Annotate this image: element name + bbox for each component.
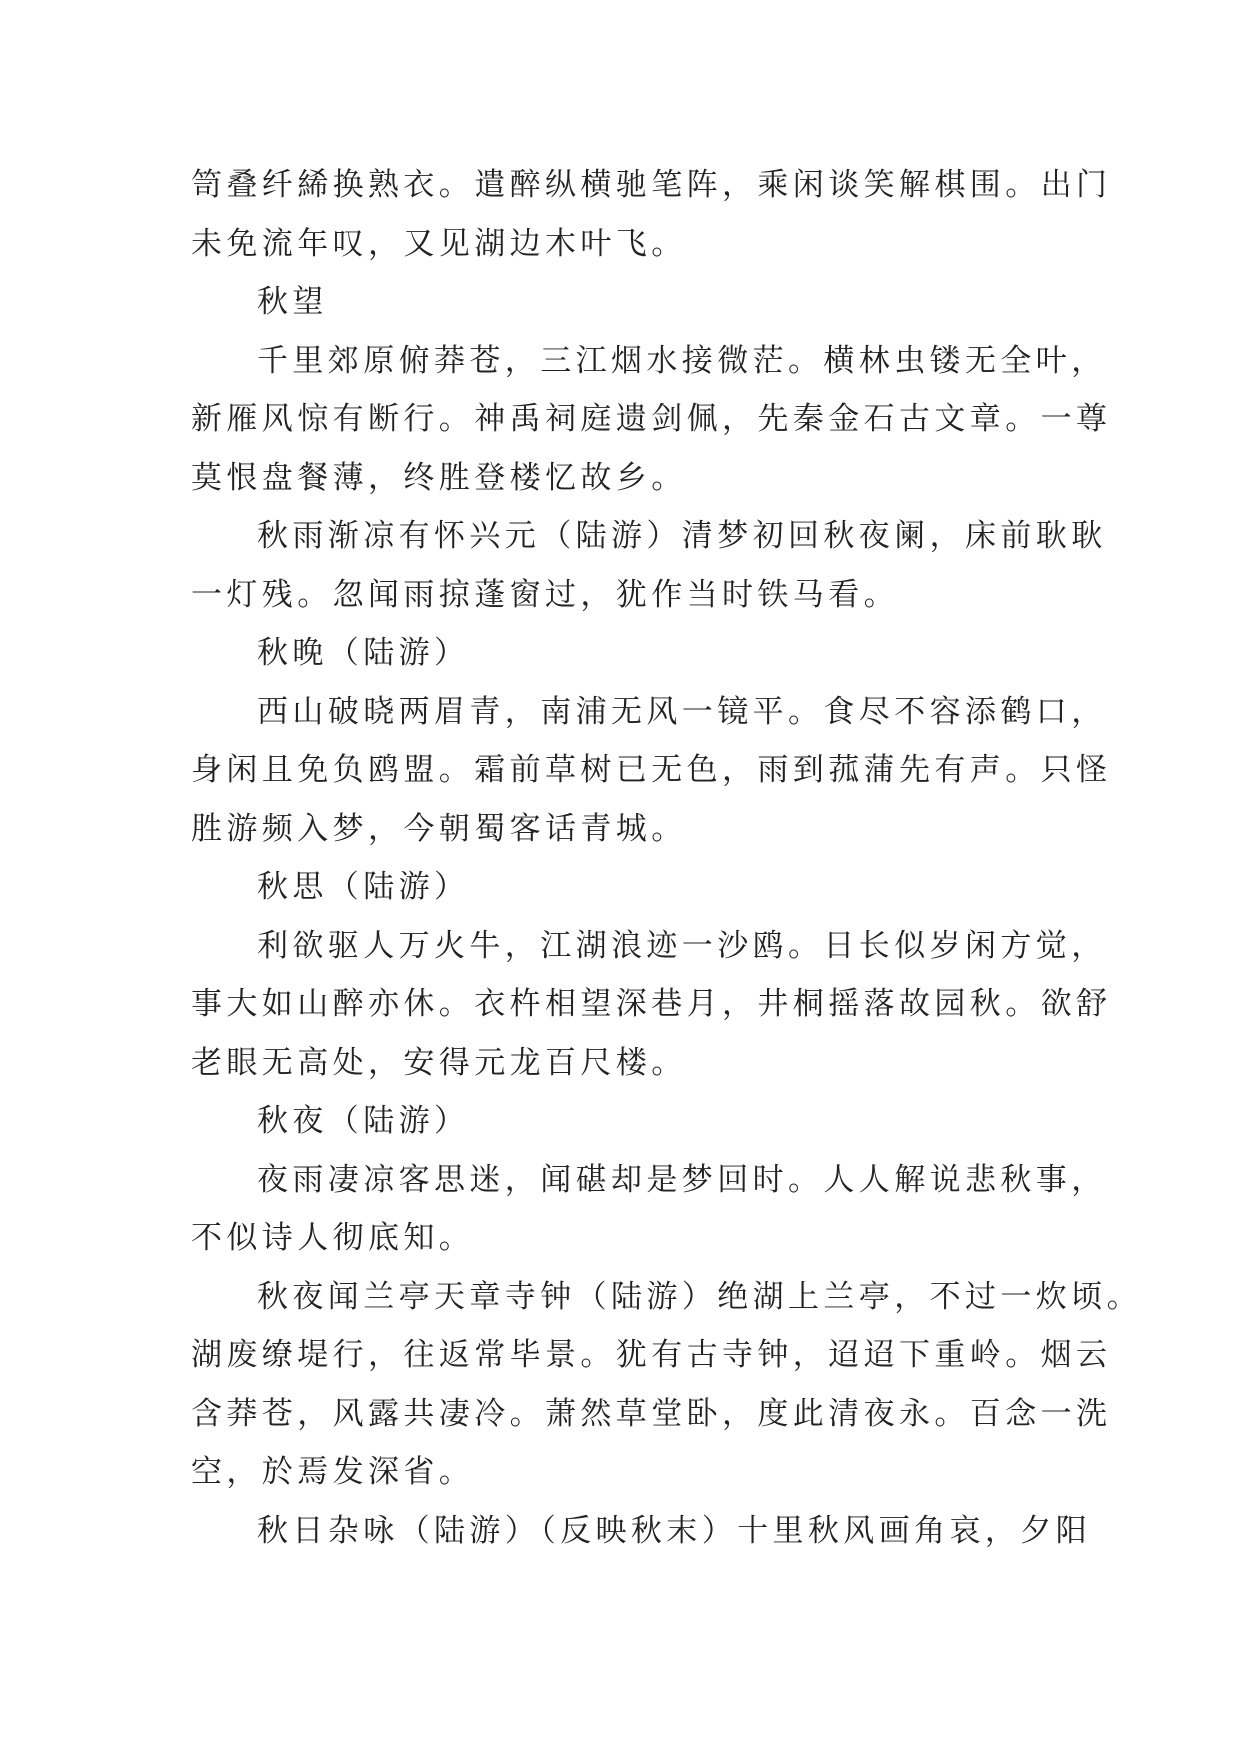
text-line: 一灯残。忽闻雨掠蓬窗过，犹作当时铁马看。 [191,576,899,613]
document-body [191,156,1142,1560]
text-line: 秋雨渐凉有怀兴元（陆游）清梦初回秋夜阑，床前耿耿 [257,518,1107,554]
text-line: 秋晚（陆游） [257,635,470,671]
text-line: 夜雨凄凉客思迷，闻碪却是梦回时。人人解说悲秋事， [257,1161,1107,1198]
text-line: 胜游频入梦，今朝蜀客话青城。 [191,810,687,847]
text-line: 含莽苍，风露共凄冷。萧然草堂卧，度此清夜永。百念一洗 [191,1395,1112,1432]
text-line: 秋夜闻兰亭天章寺钟（陆游）绝湖上兰亭，不过一炊顷。 [257,1278,1142,1315]
text-line: 湖废缭堤行，往返常毕景。犹有古寺钟，迢迢下重岭。烟云 [191,1337,1112,1373]
text-line: 千里郊原俯莽苍，三江烟水接微茫。横林虫镂无全叶， [257,342,1107,379]
text-line: 秋夜（陆游） [257,1103,470,1139]
text-line: 未免流年叹，又见湖边木叶飞。 [191,225,687,262]
text-line: 笥叠纤絺换熟衣。遣醉纵横驰笔阵，乘闲谈笑解棋围。出门 [191,167,1112,203]
text-line: 空，於焉发深省。 [191,1454,475,1490]
text-line: 秋望 [257,284,328,320]
text-line: 利欲驱人万火牛，江湖浪迹一沙鸥。日长似岁闲方觉， [257,927,1107,964]
text-line: 不似诗人彻底知。 [191,1220,475,1256]
text-line: 西山破晓两眉青，南浦无风一镜平。食尽不容添鹤口， [257,693,1107,730]
text-line: 秋日杂咏（陆游）（反映秋末）十里秋风画角哀，夕阳 [257,1512,1092,1549]
text-line: 莫恨盘餐薄，终胜登楼忆故乡。 [191,459,687,496]
text-line: 新雁风惊有断行。神禹祠庭遗剑佩，先秦金石古文章。一尊 [191,401,1112,437]
text-line: 事大如山醉亦休。衣杵相望深巷月，井桐摇落故园秋。欲舒 [191,986,1112,1022]
text-line: 身闲且免负鸥盟。霜前草树已无色，雨到菰蒲先有声。只怪 [191,752,1112,788]
text-line: 老眼无高处，安得元龙百尺楼。 [191,1044,687,1081]
text-line: 秋思（陆游） [257,869,470,905]
